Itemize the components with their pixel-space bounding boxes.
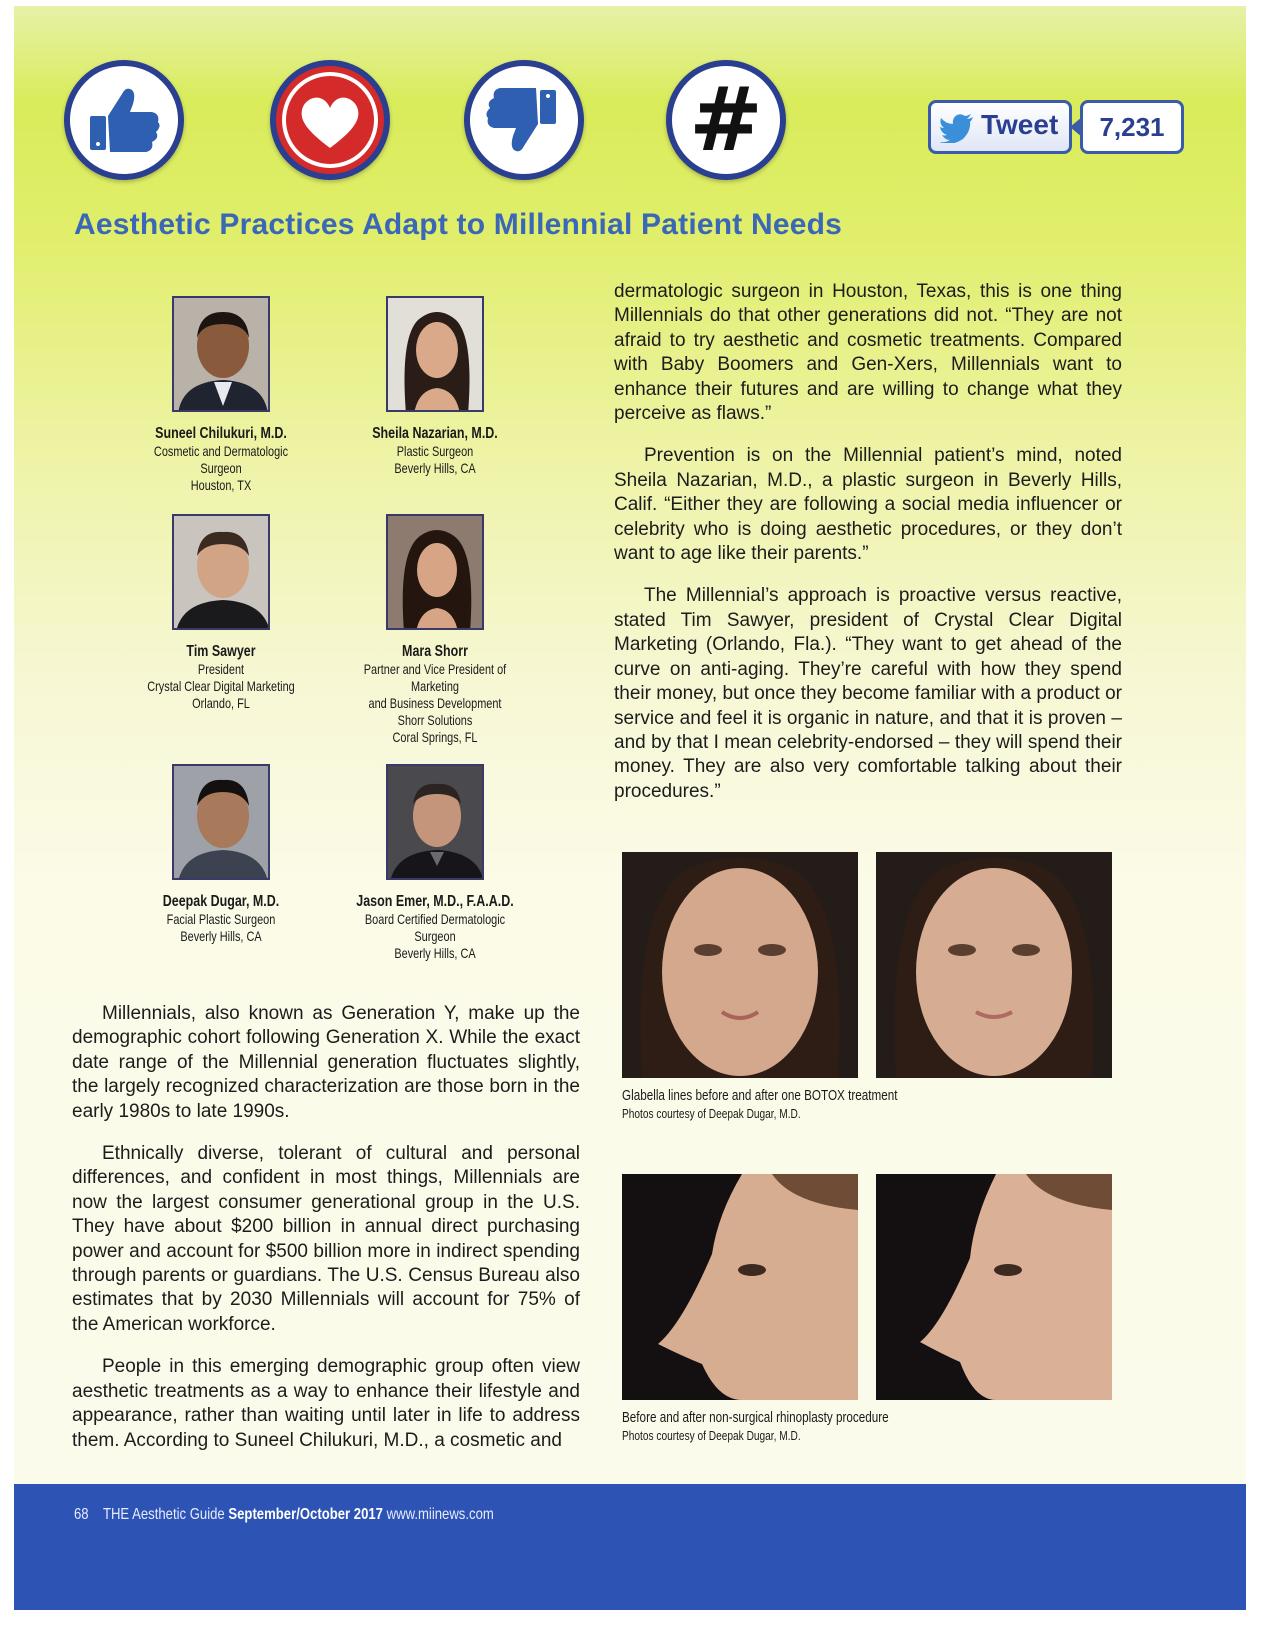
thumbs-down-icon (464, 60, 584, 180)
expert-title: Partner and Vice President of Marketing (363, 661, 507, 694)
expert-caption-5 (135, 892, 307, 945)
expert-location: Orlando, FL (192, 695, 250, 711)
expert-caption-2 (349, 424, 521, 477)
photo-caption-botox (622, 1086, 898, 1123)
publication-name: THE Aesthetic Guide (102, 1506, 225, 1523)
expert-photo-nazarian (386, 296, 484, 412)
expert-photo-dugar (172, 764, 270, 880)
expert-photo-emer (386, 764, 484, 880)
body-paragraph: People in this emerging demographic group often view aesthetic treatments as a way to enhance their lifestyle and appearance, rather than waiting until later in life to address them. According to Suneel Chilukuri, M.D., a cosmetic and (72, 1356, 580, 1451)
right-column (614, 280, 1122, 804)
expert-caption-4 (349, 642, 521, 746)
hashtag-glyph: # (689, 68, 763, 171)
footer-bar (14, 1484, 1246, 1610)
footer-text (74, 1506, 494, 1524)
magazine-page (14, 6, 1246, 1610)
expert-photo-sawyer (172, 514, 270, 630)
thumbs-up-icon (64, 60, 184, 180)
expert-company: Shorr Solutions (397, 712, 473, 728)
expert-title: Plastic Surgeon (396, 443, 474, 459)
expert-name: Deepak Dugar, M.D. (162, 893, 280, 910)
expert-photo-shorr (386, 514, 484, 630)
expert-caption-1 (135, 424, 307, 494)
website-link[interactable]: www.miinews.com (386, 1506, 494, 1523)
expert-title: Board Certified Dermatologic Surgeon (364, 911, 506, 944)
expert-name: Sheila Nazarian, M.D. (372, 425, 498, 442)
left-column (72, 1002, 580, 1453)
tweet-count: 7,231 (1080, 100, 1184, 154)
expert-name: Mara Shorr (402, 643, 468, 660)
expert-location: Coral Springs, FL (392, 729, 478, 745)
article-headline: Aesthetic Practices Adapt to Millennial Patient Needs (74, 208, 843, 241)
issue-date: September/October 2017 (228, 1506, 383, 1523)
photo-caption-rhinoplasty (622, 1408, 889, 1445)
expert-name: Jason Emer, M.D., F.A.A.D. (356, 893, 514, 910)
expert-photo-chilukuri (172, 296, 270, 412)
tweet-label: Tweet (981, 109, 1059, 140)
after-photo-botox (876, 852, 1112, 1078)
expert-name: Tim Sawyer (186, 643, 256, 660)
before-photo-rhinoplasty (622, 1174, 858, 1400)
body-paragraph: dermatologic surgeon in Houston, Texas, this is one thing Millennials do that other generations did not. “They are not afraid to try aesthetic and cosmetic treatments. Compared with Baby Boomers and Gen-Xers, Millennials want to enhance their futures and are willing to change what they perceive as flaws.” (614, 281, 1122, 425)
expert-location: Beverly Hills, CA (394, 945, 476, 961)
caption-text: Before and after non-surgical rhinoplasty procedure (622, 1409, 889, 1426)
hashtag-icon (666, 60, 786, 180)
after-photo-rhinoplasty (876, 1174, 1112, 1400)
expert-location: Beverly Hills, CA (394, 460, 476, 476)
body-paragraph: Prevention is on the Millennial patient’s mind, noted Sheila Nazarian, M.D., a plastic surgeon in Beverly Hills, Calif. “Either they are following a social media influencer or celebrity who is doing aesthetic procedures, or they don’t want to age like their parents.” (614, 445, 1122, 565)
heart-icon (270, 60, 390, 180)
expert-location: Beverly Hills, CA (180, 928, 262, 944)
caption-credit: Photos courtesy of Deepak Dugar, M.D. (622, 1428, 801, 1443)
twitter-bird-icon (939, 113, 975, 143)
expert-title: Facial Plastic Surgeon (166, 911, 276, 927)
caption-credit: Photos courtesy of Deepak Dugar, M.D. (622, 1106, 801, 1121)
expert-title-2: and Business Development (368, 695, 502, 711)
body-paragraph: Millennials, also known as Generation Y, make up the demographic cohort following Generation X. While the exact date range of the Millennial generation fluctuates slightly, the largely recognized characterization are those born in the early 1980s to late 1990s. (72, 1003, 580, 1122)
body-paragraph: The Millennial’s approach is proactive versus reactive, stated Tim Sawyer, president of Crystal Clear Digital Marketing (Orlando, Fla.). “They want to get ahead of the curve on anti-aging. They’re careful with how they spend their money, but once they become familiar with a product or service and feel it is organic in nature, and that it is proven – and by that I mean celebrity-endorsed – they will spend their money. They are also very comfortable talking about their procedures.” (614, 585, 1122, 802)
caption-text: Glabella lines before and after one BOTOX treatment (622, 1087, 898, 1104)
expert-caption-3 (135, 642, 307, 712)
expert-title: Cosmetic and Dermatologic Surgeon (153, 443, 289, 476)
page-number: 68 (74, 1506, 89, 1523)
body-paragraph: Ethnically diverse, tolerant of cultural and personal differences, and confident in most things, Millennials are now the largest consumer generational group in the U.S. They have about $200 billion in annual direct purchasing power and account for $500 billion more in indirect spending through parents or guardians. The U.S. Census Bureau also estimates that by 2030 Millennials will account for 75% of the American workforce. (72, 1143, 580, 1335)
expert-name: Suneel Chilukuri, M.D. (155, 425, 287, 442)
before-photo-botox (622, 852, 858, 1078)
expert-title: President (197, 661, 245, 677)
expert-location: Houston, TX (190, 477, 252, 493)
expert-caption-6 (349, 892, 521, 962)
tweet-button[interactable] (928, 100, 1072, 154)
expert-company: Crystal Clear Digital Marketing (147, 678, 295, 694)
